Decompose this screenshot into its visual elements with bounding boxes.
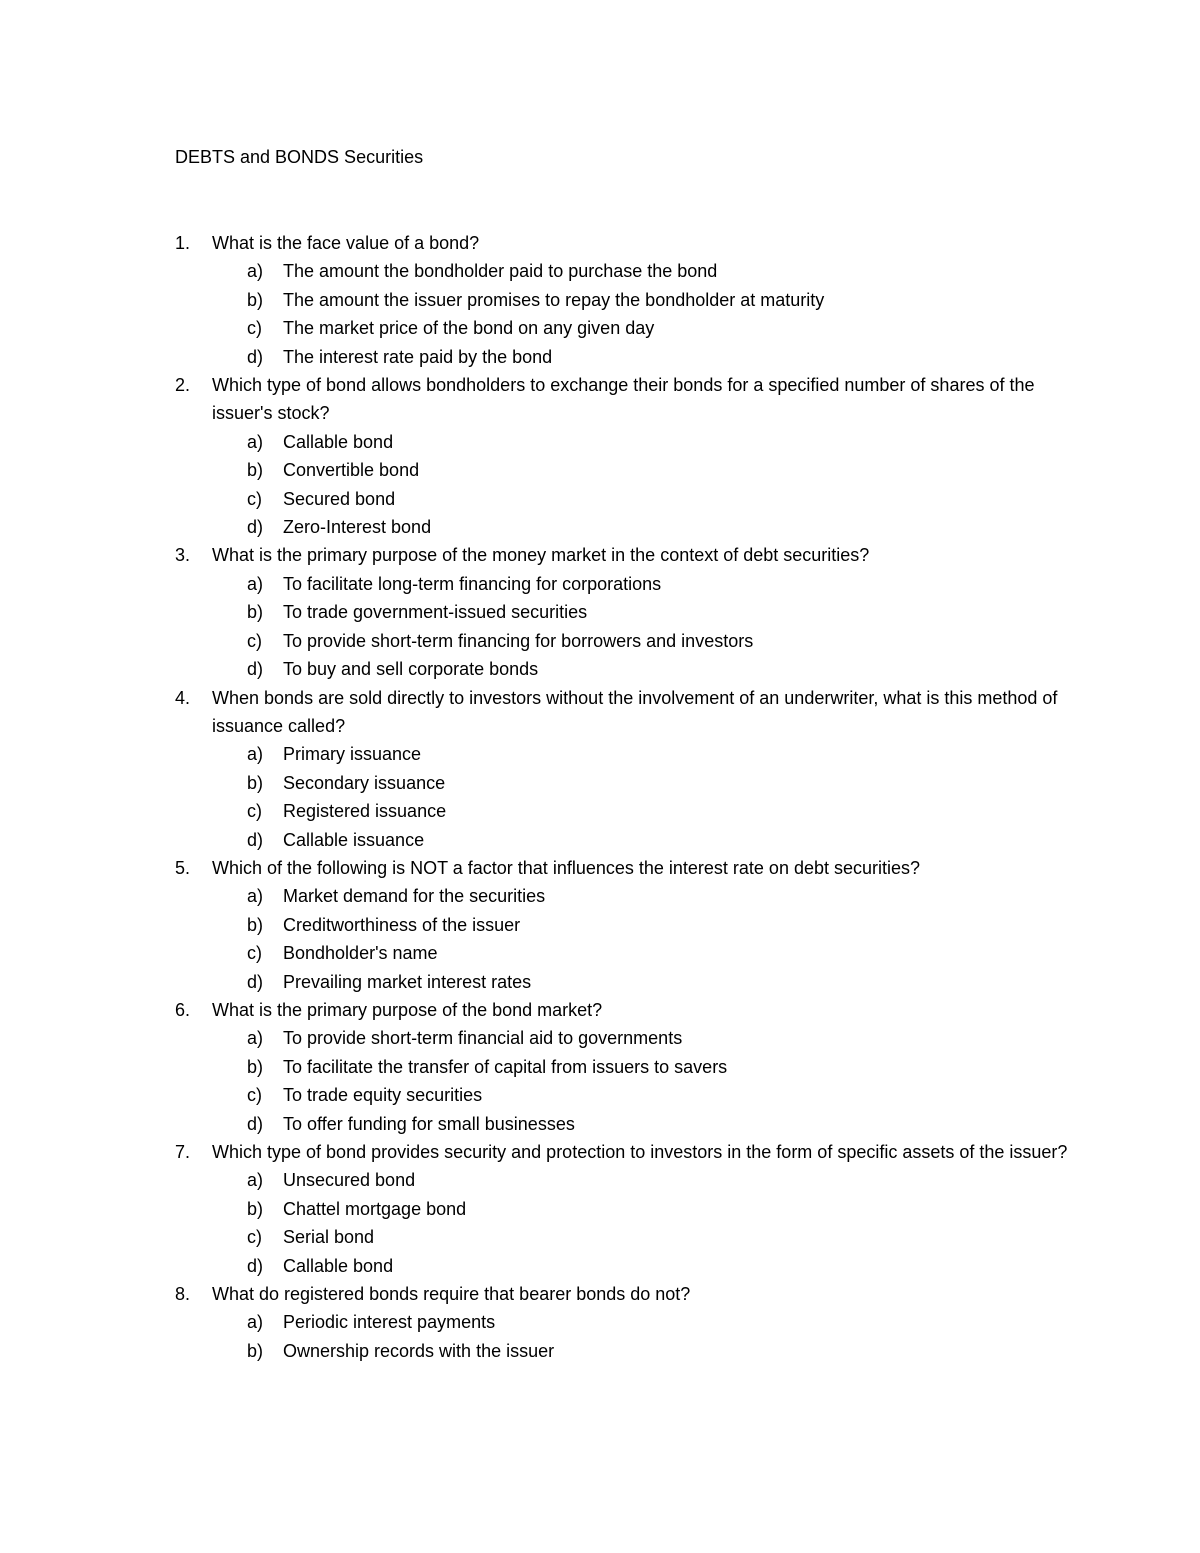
option-letter: c)	[247, 488, 262, 509]
option-letter: b)	[247, 602, 264, 623]
option-letter: b)	[247, 772, 264, 793]
question-line	[0, 1138, 1072, 1166]
option-list	[0, 1024, 1200, 1138]
option-c	[0, 797, 1200, 825]
option-a	[0, 1024, 1200, 1052]
option-list	[0, 1166, 1200, 1280]
option-c	[0, 627, 1200, 655]
option-text: Registered issuance	[283, 801, 447, 822]
option-text: Callable issuance	[283, 829, 425, 850]
option-b	[0, 769, 1200, 797]
option-letter: d)	[247, 659, 264, 680]
option-letter: d)	[247, 1113, 264, 1134]
question-5	[0, 854, 1200, 996]
option-text: The amount the bondholder paid to purchase the bond	[283, 261, 718, 282]
option-letter: d)	[247, 829, 264, 850]
question-text: What is the face value of a bond?	[212, 233, 480, 253]
option-c	[0, 1081, 1200, 1109]
option-text: Callable bond	[283, 431, 394, 452]
question-line	[0, 684, 1072, 741]
option-d	[0, 513, 1200, 541]
option-text: The market price of the bond on any given day	[283, 318, 655, 339]
option-letter: c)	[247, 630, 262, 651]
question-line	[0, 1280, 1072, 1308]
option-letter: a)	[247, 431, 264, 452]
option-list	[0, 570, 1200, 684]
document-title: DEBTS and BONDS Securities	[175, 147, 424, 167]
question-line	[0, 996, 1072, 1024]
question-number: 3.	[175, 545, 191, 566]
question-line	[0, 229, 1072, 257]
option-d	[0, 1252, 1200, 1280]
option-a	[0, 1166, 1200, 1194]
option-text: Prevailing market interest rates	[283, 971, 532, 992]
option-a	[0, 428, 1200, 456]
option-b	[0, 456, 1200, 484]
option-d	[0, 826, 1200, 854]
option-letter: b)	[247, 1198, 264, 1219]
option-letter: a)	[247, 261, 264, 282]
option-letter: b)	[247, 914, 264, 935]
option-letter: b)	[247, 1056, 264, 1077]
option-letter: d)	[247, 517, 264, 538]
option-d	[0, 968, 1200, 996]
option-text: Zero-Interest bond	[283, 517, 432, 538]
option-text: To offer funding for small businesses	[283, 1113, 575, 1134]
question-line	[0, 371, 1072, 428]
option-text: Primary issuance	[283, 744, 422, 765]
option-letter: a)	[247, 1170, 264, 1191]
option-letter: c)	[247, 318, 262, 339]
option-text: Callable bond	[283, 1255, 394, 1276]
option-d	[0, 1110, 1200, 1138]
option-text: Unsecured bond	[283, 1170, 416, 1191]
option-letter: c)	[247, 801, 262, 822]
question-number: 4.	[175, 687, 191, 708]
option-text: Secondary issuance	[283, 772, 446, 793]
question-4	[0, 684, 1200, 854]
option-letter: c)	[247, 1227, 262, 1248]
question-3	[0, 541, 1200, 683]
option-letter: a)	[247, 886, 264, 907]
option-a	[0, 882, 1200, 910]
option-c	[0, 485, 1200, 513]
option-a	[0, 1308, 1200, 1336]
option-letter: c)	[247, 943, 262, 964]
question-text: Which of the following is NOT a factor that influences the interest rate on debt securities?	[212, 857, 921, 878]
question-text: When bonds are sold directly to investors without the involvement of an underwriter, what is this method of issuance called?	[212, 687, 1058, 736]
question-1	[0, 229, 1200, 371]
option-text: The interest rate paid by the bond	[283, 346, 553, 367]
question-6	[0, 996, 1200, 1138]
question-number: 8.	[175, 1284, 191, 1305]
question-text: What is the primary purpose of the money market in the context of debt securities?	[212, 545, 870, 566]
option-letter: a)	[247, 573, 264, 594]
option-text: Secured bond	[283, 488, 396, 509]
option-d	[0, 343, 1200, 371]
option-letter: a)	[247, 744, 264, 765]
option-d	[0, 655, 1200, 683]
question-number: 6.	[175, 999, 191, 1020]
option-text: To provide short-term financial aid to governments	[283, 1028, 683, 1049]
option-text: Serial bond	[283, 1227, 375, 1248]
option-text: Ownership records with the issuer	[283, 1340, 555, 1361]
question-number: 7.	[175, 1142, 191, 1162]
question-text: What do registered bonds require that bearer bonds do not?	[212, 1284, 691, 1305]
option-list	[0, 882, 1200, 996]
option-list	[0, 740, 1200, 854]
option-letter: d)	[247, 346, 264, 367]
option-b	[0, 598, 1200, 626]
option-b	[0, 286, 1200, 314]
option-text: Creditworthiness of the issuer	[283, 914, 521, 935]
question-line	[0, 854, 1072, 882]
option-text: To facilitate the transfer of capital from issuers to savers	[283, 1056, 728, 1077]
option-list	[0, 428, 1200, 542]
option-text: To facilitate long-term financing for corporations	[283, 573, 662, 594]
option-letter: a)	[247, 1312, 264, 1333]
option-text: To trade government-issued securities	[283, 602, 588, 623]
question-text: What is the primary purpose of the bond market?	[212, 999, 603, 1020]
option-text: To trade equity securities	[283, 1085, 483, 1106]
option-letter: b)	[247, 1340, 264, 1361]
option-text: To buy and sell corporate bonds	[283, 659, 539, 680]
option-text: Market demand for the securities	[283, 886, 546, 907]
option-c	[0, 939, 1200, 967]
option-letter: c)	[247, 1085, 262, 1106]
option-text: To provide short-term financing for borrowers and investors	[283, 630, 754, 651]
option-a	[0, 257, 1200, 285]
option-text: Periodic interest payments	[283, 1312, 496, 1333]
question-text: Which type of bond provides security and protection to investors in the form of specific assets of the issuer?	[212, 1142, 1068, 1162]
option-b	[0, 911, 1200, 939]
question-7	[0, 1138, 1200, 1280]
option-text: Chattel mortgage bond	[283, 1198, 467, 1219]
option-c	[0, 1223, 1200, 1251]
option-text: The amount the issuer promises to repay the bondholder at maturity	[283, 289, 825, 310]
question-text: Which type of bond allows bondholders to exchange their bonds for a specified number of shares of the issuer's stock?	[212, 375, 1035, 424]
question-8	[0, 1280, 1200, 1365]
question-number: 2.	[175, 375, 191, 396]
question-list	[0, 229, 1200, 1365]
option-list	[0, 1308, 1200, 1365]
option-list	[0, 257, 1200, 371]
question-2	[0, 371, 1200, 541]
question-line	[0, 541, 1072, 569]
question-number: 1.	[175, 233, 191, 253]
option-b	[0, 1195, 1200, 1223]
option-letter: b)	[247, 460, 264, 481]
option-c	[0, 314, 1200, 342]
option-text: Convertible bond	[283, 460, 420, 481]
option-b	[0, 1337, 1200, 1365]
option-a	[0, 570, 1200, 598]
option-b	[0, 1053, 1200, 1081]
option-letter: d)	[247, 1255, 264, 1276]
option-a	[0, 740, 1200, 768]
option-letter: b)	[247, 289, 264, 310]
question-number: 5.	[175, 857, 191, 878]
option-letter: a)	[247, 1028, 264, 1049]
option-text: Bondholder's name	[283, 943, 438, 964]
option-letter: d)	[247, 971, 264, 992]
